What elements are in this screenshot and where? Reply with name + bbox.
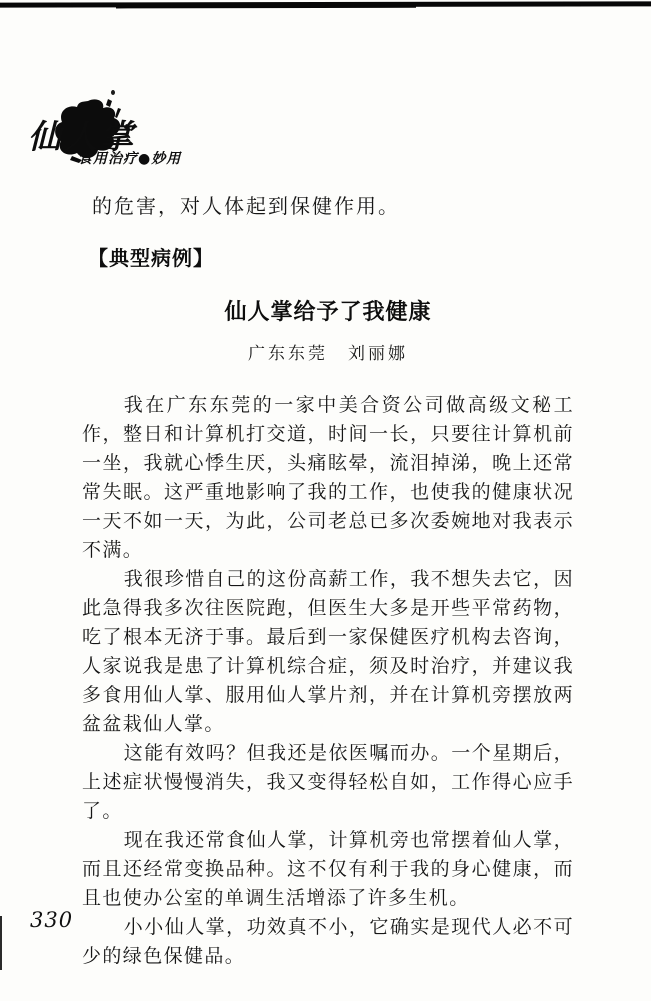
paragraph: 现在我还常食仙人掌，计算机旁也常摆着仙人掌，而且还经常变换品种。这不仅有利于我的身心健康，而且也使办公室的单调生活增添了许多生机。	[82, 829, 574, 909]
logo-title: 仙人掌	[28, 117, 136, 156]
paragraph: 这能有效吗？但我还是依医嘱而办。一个星期后，上述症状慢慢消失，我又变得轻松自如，工作得心应手了。	[82, 742, 574, 822]
article-body	[82, 391, 574, 971]
logo-subtitle: 食用治疗●妙用	[78, 151, 182, 167]
byline-author: 刘丽娜	[348, 344, 408, 364]
scan-artifact-left-mark	[0, 916, 2, 970]
ink-speck	[111, 90, 115, 95]
byline-location: 广东东莞	[248, 344, 328, 364]
book-logo	[28, 98, 238, 183]
section-header: 【典型病例】	[88, 248, 214, 270]
paragraph: 我在广东东莞的一家中美合资公司做高级文秘工作，整日和计算机打交道，时间一长，只要往计算机前一坐，我就心悸生厌，头痛眩晕，流泪掉涕，晚上还常常失眠。这严重地影响了我的工作，也使我的健康状况一天不如一天，为此，公司老总已多次委婉地对我表示不满。	[82, 394, 574, 561]
byline	[82, 344, 574, 364]
continuation-line: 的危害，对人体起到保健作用。	[92, 196, 400, 218]
article-title: 仙人掌给予了我健康	[224, 299, 432, 324]
paragraph: 小小仙人掌，功效真不小，它确实是现代人必不可少的绿色保健品。	[82, 916, 574, 967]
page-number: 330	[30, 908, 74, 932]
scan-artifact-top-line	[0, 1, 651, 7]
paragraph: 我很珍惜自己的这份高薪工作，我不想失去它，因此急得我多次往医院跑，但医生大多是开些平常药物，吃了根本无济于事。最后到一家保健医疗机构去咨询，人家说我是患了计算机综合症，须及时治疗，并建议我多食用仙人掌、服用仙人掌片剂，并在计算机旁摆放两盆盆栽仙人掌。	[82, 568, 574, 735]
